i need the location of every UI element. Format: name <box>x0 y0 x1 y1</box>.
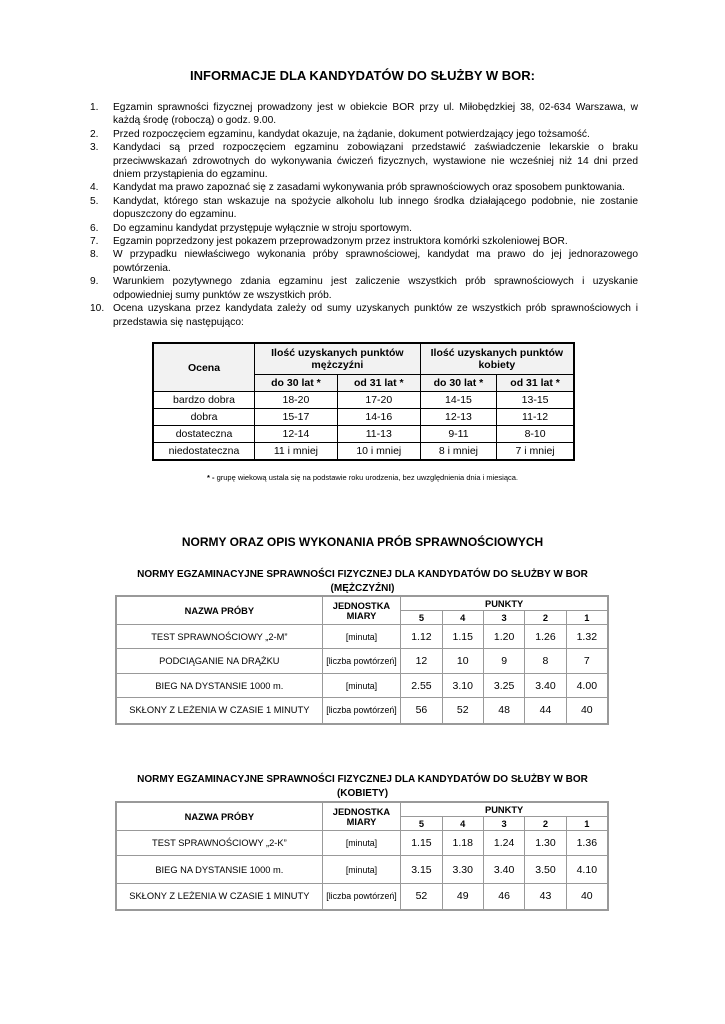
table-row <box>116 698 608 724</box>
norms-header-unit: JEDNOSTKA MIARY <box>322 802 401 831</box>
list-item-number: 4. <box>90 182 99 194</box>
norm-name: SKŁONY Z LEŻENIA W CZASIE 1 MINUTY <box>116 698 322 724</box>
norm-unit: [liczba powtórzeń] <box>322 698 401 724</box>
norm-value: 3.25 <box>483 674 524 698</box>
norm-name: TEST SPRAWNOŚCIOWY „2-K” <box>116 831 322 856</box>
list-item-text: Egzamin sprawności fizycznej prowadzony jest w obiekcie BOR przy ul. Miłobędzkiej 38, 02-634 Warszawa, w każdą środę (roboczą) o godz. 9.00. <box>113 102 638 127</box>
list-item <box>90 195 638 222</box>
grades-age-header: od 31 lat * <box>337 375 420 392</box>
norm-unit: [minuta] <box>322 831 401 856</box>
list-item-number: 2. <box>90 128 99 140</box>
norm-value: 1.26 <box>525 625 566 649</box>
list-item <box>90 248 638 275</box>
norm-value: 1.15 <box>442 625 483 649</box>
norm-value: 2.55 <box>401 674 442 698</box>
list-item <box>90 128 638 141</box>
grade-cell: niedostateczna <box>153 443 255 461</box>
norm-value: 3.30 <box>442 856 483 884</box>
grades-age-header: do 30 lat * <box>420 375 496 392</box>
norm-value: 48 <box>483 698 524 724</box>
section-title-info: INFORMACJE DLA KANDYDATÓW DO SŁUŻBY W BOR: <box>190 68 535 83</box>
table-row <box>153 426 574 443</box>
footnote-text: grupę wiekową ustala się na podstawie roku urodzenia, bez uwzględnienia dnia i miesiąca. <box>216 473 519 482</box>
norm-value: 1.24 <box>483 831 524 856</box>
points-header: 3 <box>483 817 524 831</box>
points-cell: 13-15 <box>497 392 574 409</box>
table-row <box>116 884 608 910</box>
norm-unit: [minuta] <box>322 625 401 649</box>
list-item <box>90 275 638 302</box>
grade-cell: dobra <box>153 409 255 426</box>
points-cell: 14-16 <box>337 409 420 426</box>
table-row <box>153 409 574 426</box>
table-row <box>116 856 608 884</box>
norm-value: 43 <box>525 884 566 910</box>
list-item <box>90 181 638 194</box>
norm-name: PODCIĄGANIE NA DRĄŻKU <box>116 649 322 674</box>
norm-value: 3.50 <box>525 856 566 884</box>
norm-value: 52 <box>401 884 442 910</box>
list-item-text: Kandydat ma prawo zapoznać się z zasadami wykonywania prób sprawnościowych oraz sposobem punktowania. <box>113 182 625 194</box>
norm-value: 40 <box>566 884 608 910</box>
norm-unit: [minuta] <box>322 674 401 698</box>
points-cell: 11-12 <box>497 409 574 426</box>
grade-cell: dostateczna <box>153 426 255 443</box>
points-header: 5 <box>401 817 442 831</box>
table-row <box>153 443 574 461</box>
footnote-mark: * - <box>206 473 215 482</box>
grades-header-men: Ilość uzyskanych punktów mężczyźni <box>255 343 421 375</box>
points-header: 5 <box>401 611 442 625</box>
table-row <box>116 674 608 698</box>
grades-age-header: do 30 lat * <box>255 375 338 392</box>
grade-cell: bardzo dobra <box>153 392 255 409</box>
points-cell: 17-20 <box>337 392 420 409</box>
points-header: 4 <box>442 817 483 831</box>
list-item-number: 3. <box>90 142 99 154</box>
points-cell: 12-13 <box>420 409 496 426</box>
men-norms-table <box>115 595 609 725</box>
info-list <box>90 101 638 329</box>
norm-value: 4.00 <box>566 674 608 698</box>
norm-value: 8 <box>525 649 566 674</box>
list-item-number: 9. <box>90 276 99 288</box>
norm-unit: [minuta] <box>322 856 401 884</box>
norm-value: 1.15 <box>401 831 442 856</box>
norm-value: 1.20 <box>483 625 524 649</box>
points-cell: 18-20 <box>255 392 338 409</box>
points-header: 1 <box>566 817 608 831</box>
norm-value: 46 <box>483 884 524 910</box>
norm-value: 1.30 <box>525 831 566 856</box>
points-cell: 11-13 <box>337 426 420 443</box>
norm-value: 44 <box>525 698 566 724</box>
list-item-number: 1. <box>90 102 99 113</box>
norm-value: 3.40 <box>483 856 524 884</box>
women-norms-table <box>115 801 609 911</box>
grades-age-header: od 31 lat * <box>497 375 574 392</box>
list-item <box>90 101 638 128</box>
list-item-number: 8. <box>90 249 99 261</box>
list-item-text: Przed rozpoczęciem egzaminu, kandydat okazuje, na żądanie, dokument potwierdzający jego tożsamość. <box>113 128 590 140</box>
norm-name: BIEG NA DYSTANSIE 1000 m. <box>116 856 322 884</box>
points-cell: 12-14 <box>255 426 338 443</box>
list-item <box>90 222 638 235</box>
points-header: 4 <box>442 611 483 625</box>
women-norms-title: NORMY EGZAMINACYJNE SPRAWNOŚCI FIZYCZNEJ DLA KANDYDATÓW DO SŁUŻBY W BOR (KOBIETY) <box>137 774 588 799</box>
norm-value: 9 <box>483 649 524 674</box>
grades-header-ocena: Ocena <box>153 343 255 392</box>
norm-value: 1.36 <box>566 831 608 856</box>
grades-header-women: Ilość uzyskanych punktów kobiety <box>420 343 574 375</box>
norm-value: 49 <box>442 884 483 910</box>
norms-header-name: NAZWA PRÓBY <box>116 596 322 625</box>
grades-table <box>152 342 575 461</box>
norm-value: 3.15 <box>401 856 442 884</box>
list-item-text: Warunkiem pozytywnego zdania egzaminu jest zaliczenie wszystkich prób sprawnościowych i uzyskanie odpowiedniej sumy punktów ze wszystkich prób. <box>113 276 638 301</box>
table-row <box>153 392 574 409</box>
norm-name: TEST SPRAWNOŚCIOWY „2-M” <box>116 625 322 649</box>
list-item-text: Ocena uzyskana przez kandydata zależy od sumy uzyskanych punktów ze wszystkich prób sprawnościowych i przedstawia się następująco: <box>113 303 638 328</box>
points-cell: 8-10 <box>497 426 574 443</box>
norm-value: 4.10 <box>566 856 608 884</box>
points-cell: 14-15 <box>420 392 496 409</box>
norm-value: 12 <box>401 649 442 674</box>
norm-value: 7 <box>566 649 608 674</box>
list-item-text: Do egzaminu kandydat przystępuje wyłącznie w stroju sportowym. <box>113 222 412 234</box>
norm-value: 1.32 <box>566 625 608 649</box>
norm-value: 40 <box>566 698 608 724</box>
norm-value: 52 <box>442 698 483 724</box>
points-header: 2 <box>525 611 566 625</box>
points-header: 2 <box>525 817 566 831</box>
norm-value: 56 <box>401 698 442 724</box>
points-cell: 7 i mniej <box>497 443 574 461</box>
list-item-text: Kandydat, którego stan wskazuje na spożycie alkoholu lub innego środka działającego podobnie, nie zostanie dopuszczony do egzaminu. <box>113 195 638 221</box>
points-cell: 10 i mniej <box>337 443 420 461</box>
list-item-number: 10. <box>90 303 105 315</box>
points-cell: 15-17 <box>255 409 338 426</box>
points-cell: 11 i mniej <box>255 443 338 461</box>
table-row <box>116 831 608 856</box>
norm-unit: [liczba powtórzeń] <box>322 884 401 910</box>
list-item-number: 7. <box>90 236 99 248</box>
list-item-number: 5. <box>90 195 99 207</box>
norm-value: 10 <box>442 649 483 674</box>
points-cell: 9-11 <box>420 426 496 443</box>
men-norms-title: NORMY EGZAMINACYJNE SPRAWNOŚCI FIZYCZNEJ DLA KANDYDATÓW DO SŁUŻBY W BOR (MĘŻCZYŹNI) <box>137 569 588 594</box>
norm-value: 3.40 <box>525 674 566 698</box>
list-item-number: 6. <box>90 222 99 234</box>
norm-name: BIEG NA DYSTANSIE 1000 m. <box>116 674 322 698</box>
norm-value: 3.10 <box>442 674 483 698</box>
grades-footnote <box>0 473 725 482</box>
list-item <box>90 235 638 248</box>
norm-value: 1.12 <box>401 625 442 649</box>
points-cell: 8 i mniej <box>420 443 496 461</box>
list-item-text: Kandydaci są przed rozpoczęciem egzaminu zobowiązani przedstawić zaświadczenie lekarskie o braku przeciwwskazań zdrowotnych do wykonywania ćwiczeń fizycznych, wystawione nie wcześniej niż 14 dni przed dniem przystąpienia do egzaminu. <box>113 142 638 181</box>
table-row <box>116 625 608 649</box>
norm-value: 1.18 <box>442 831 483 856</box>
norms-header-name: NAZWA PRÓBY <box>116 802 322 831</box>
list-item <box>90 141 638 181</box>
norms-header-unit: JEDNOSTKA MIARY <box>322 596 401 625</box>
list-item-text: Egzamin poprzedzony jest pokazem przeprowadzonym przez instruktora komórki szkoleniowej BOR. <box>113 236 568 248</box>
section-title-norms: NORMY ORAZ OPIS WYKONANIA PRÓB SPRAWNOŚCIOWYCH <box>181 535 544 549</box>
table-row <box>116 649 608 674</box>
list-item-text: W przypadku niewłaściwego wykonania próby sprawnościowej, kandydat ma prawo do jej jednorazowego powtórzenia. <box>113 249 638 274</box>
norm-name: SKŁONY Z LEŻENIA W CZASIE 1 MINUTY <box>116 884 322 910</box>
norms-header-points: PUNKTY <box>401 596 608 611</box>
points-header: 3 <box>483 611 524 625</box>
list-item <box>90 302 638 329</box>
norm-unit: [liczba powtórzeń] <box>322 649 401 674</box>
norms-header-points: PUNKTY <box>401 802 608 817</box>
points-header: 1 <box>566 611 608 625</box>
